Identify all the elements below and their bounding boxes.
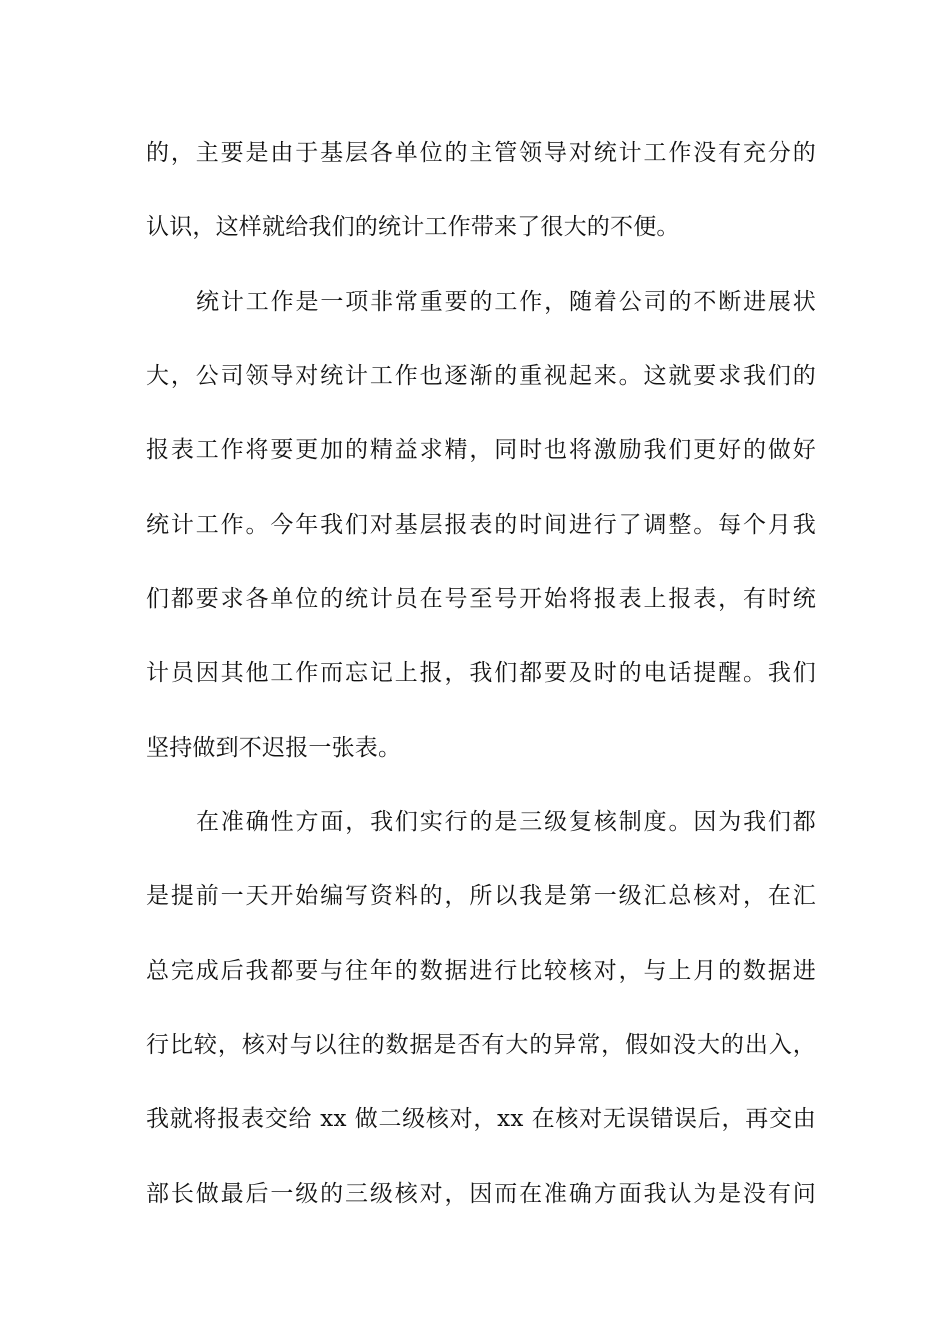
text-line: 们都要求各单位的统计员在号至号开始将报表上报表，有时统 — [146, 586, 816, 612]
text-line: 坚持做到不迟报一张表。 — [146, 735, 402, 761]
text-line: 统计工作。今年我们对基层报表的时间进行了调整。每个月我 — [146, 512, 816, 538]
paragraph-first-line: 在准确性方面，我们实行的是三级复核制度。因为我们都 — [196, 809, 816, 835]
text-line: 认识，这样就给我们的统计工作带来了很大的不便。 — [146, 214, 680, 240]
text-line: 的，主要是由于基层各单位的主管领导对统计工作没有充分的 — [146, 140, 816, 166]
text-line: 大，公司领导对统计工作也逐渐的重视起来。这就要求我们的 — [146, 363, 816, 389]
text-line: 是提前一天开始编写资料的，所以我是第一级汇总核对，在汇 — [146, 883, 816, 909]
text-line: 我就将报表交给 xx 做二级核对，xx 在核对无误错误后，再交由 — [146, 1106, 816, 1132]
text-line: 报表工作将要更加的精益求精，同时也将激励我们更好的做好 — [146, 437, 816, 463]
text-line: 计员因其他工作而忘记上报，我们都要及时的电话提醒。我们 — [146, 660, 816, 686]
text-line: 总完成后我都要与往年的数据进行比较核对，与上月的数据进 — [146, 958, 816, 984]
paragraph-first-line: 统计工作是一项非常重要的工作，随着公司的不断进展状 — [196, 289, 816, 315]
text-line: 行比较，核对与以往的数据是否有大的异常，假如没大的出入， — [146, 1032, 816, 1058]
text-line: 部长做最后一级的三级核对，因而在准确方面我认为是没有问 — [146, 1181, 816, 1207]
